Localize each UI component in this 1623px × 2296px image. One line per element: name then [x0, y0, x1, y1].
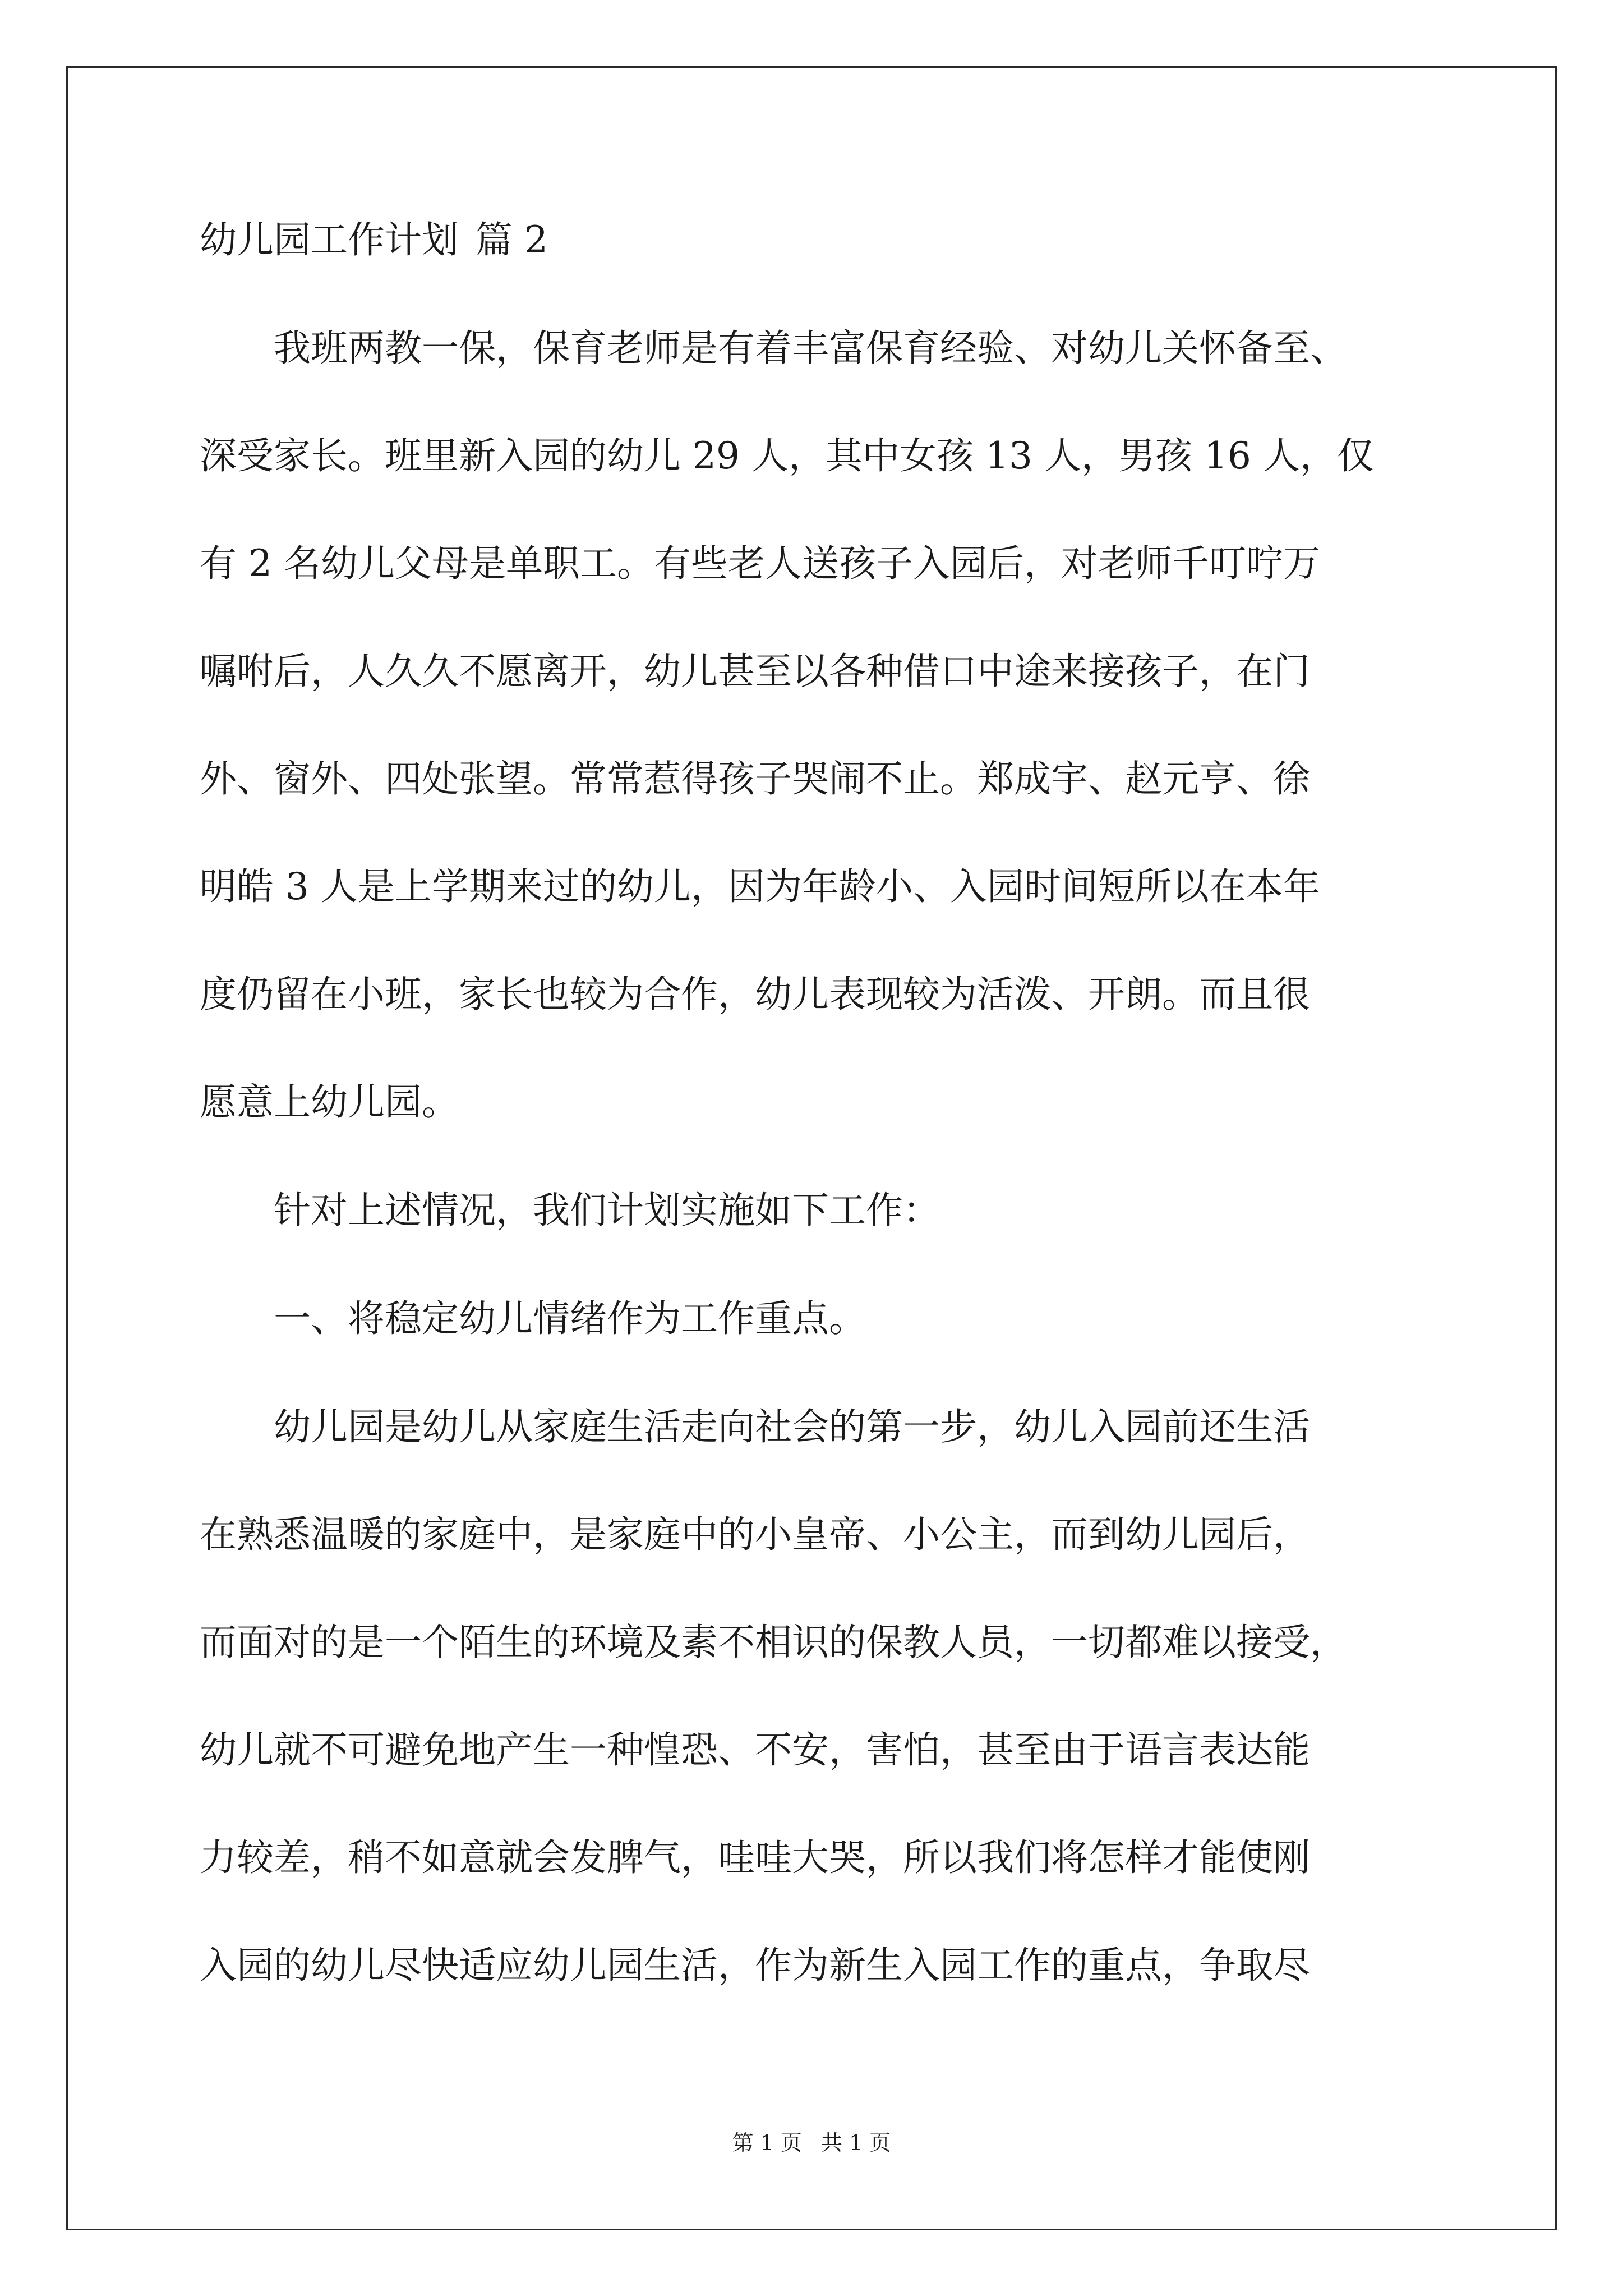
page-current: 第 1 页 [732, 2131, 802, 2155]
paragraph-line: 我班两教一保，保育老师是有着丰富保育经验、对幼儿关怀备至、 [274, 326, 1347, 370]
paragraph-line: 针对上述情况，我们计划实施如下工作： [274, 1189, 940, 1232]
document-body [200, 213, 1428, 1993]
paragraph-line: 幼儿园是幼儿从家庭生活走向社会的第一步，幼儿入园前还生活 [274, 1405, 1310, 1448]
paragraph-line: 在熟悉温暖的家庭中，是家庭中的小皇帝、小公主，而到幼儿园后， [200, 1513, 1310, 1556]
paragraph-line: 入园的幼儿尽快适应幼儿园生活，作为新生入园工作的重点，争取尽 [200, 1944, 1310, 1987]
section-heading [200, 1292, 1428, 1346]
document-title [200, 213, 1428, 267]
paragraph-line: 深受家长。班里新入园的幼儿 29 人，其中女孩 13 人，男孩 16 人，仅 [200, 434, 1374, 477]
paragraph-line: 愿意上幼儿园。 [200, 1080, 459, 1124]
paragraph-line: 明皓 3 人是上学期来过的幼儿，因为年龄小、入园时间短所以在本年 [200, 865, 1320, 908]
paragraph-1 [200, 321, 1428, 1129]
title-main: 幼儿园工作计划 [200, 218, 459, 261]
paragraph-line: 幼儿就不可避免地产生一种惶恐、不安，害怕，甚至由于语言表达能 [200, 1728, 1310, 1772]
paragraph-line: 有 2 名幼儿父母是单职工。有些老人送孩子入园后，对老师千叮咛万 [200, 542, 1320, 585]
paragraph-line: 外、窗外、四处张望。常常惹得孩子哭闹不止。郑成宇、赵元亨、徐 [200, 757, 1310, 800]
page-total: 共 1 页 [821, 2131, 891, 2155]
paragraph-4 [200, 1400, 1428, 1993]
paragraph-line: 一、将稳定幼儿情绪作为工作重点。 [274, 1297, 866, 1340]
title-part: 篇 2 [476, 218, 548, 261]
paragraph-line: 度仍留在小班，家长也较为合作，幼儿表现较为活泼、开朗。而且很 [200, 973, 1310, 1016]
paragraph-2 [200, 1184, 1428, 1237]
page-footer [0, 2129, 1623, 2157]
paragraph-line: 而面对的是一个陌生的环境及素不相识的保教人员，一切都难以接受， [200, 1621, 1347, 1664]
paragraph-line: 嘱咐后，人久久不愿离开，幼儿甚至以各种借口中途来接孩子，在门 [200, 650, 1310, 693]
paragraph-line: 力较差，稍不如意就会发脾气，哇哇大哭，所以我们将怎样才能使刚 [200, 1836, 1310, 1879]
